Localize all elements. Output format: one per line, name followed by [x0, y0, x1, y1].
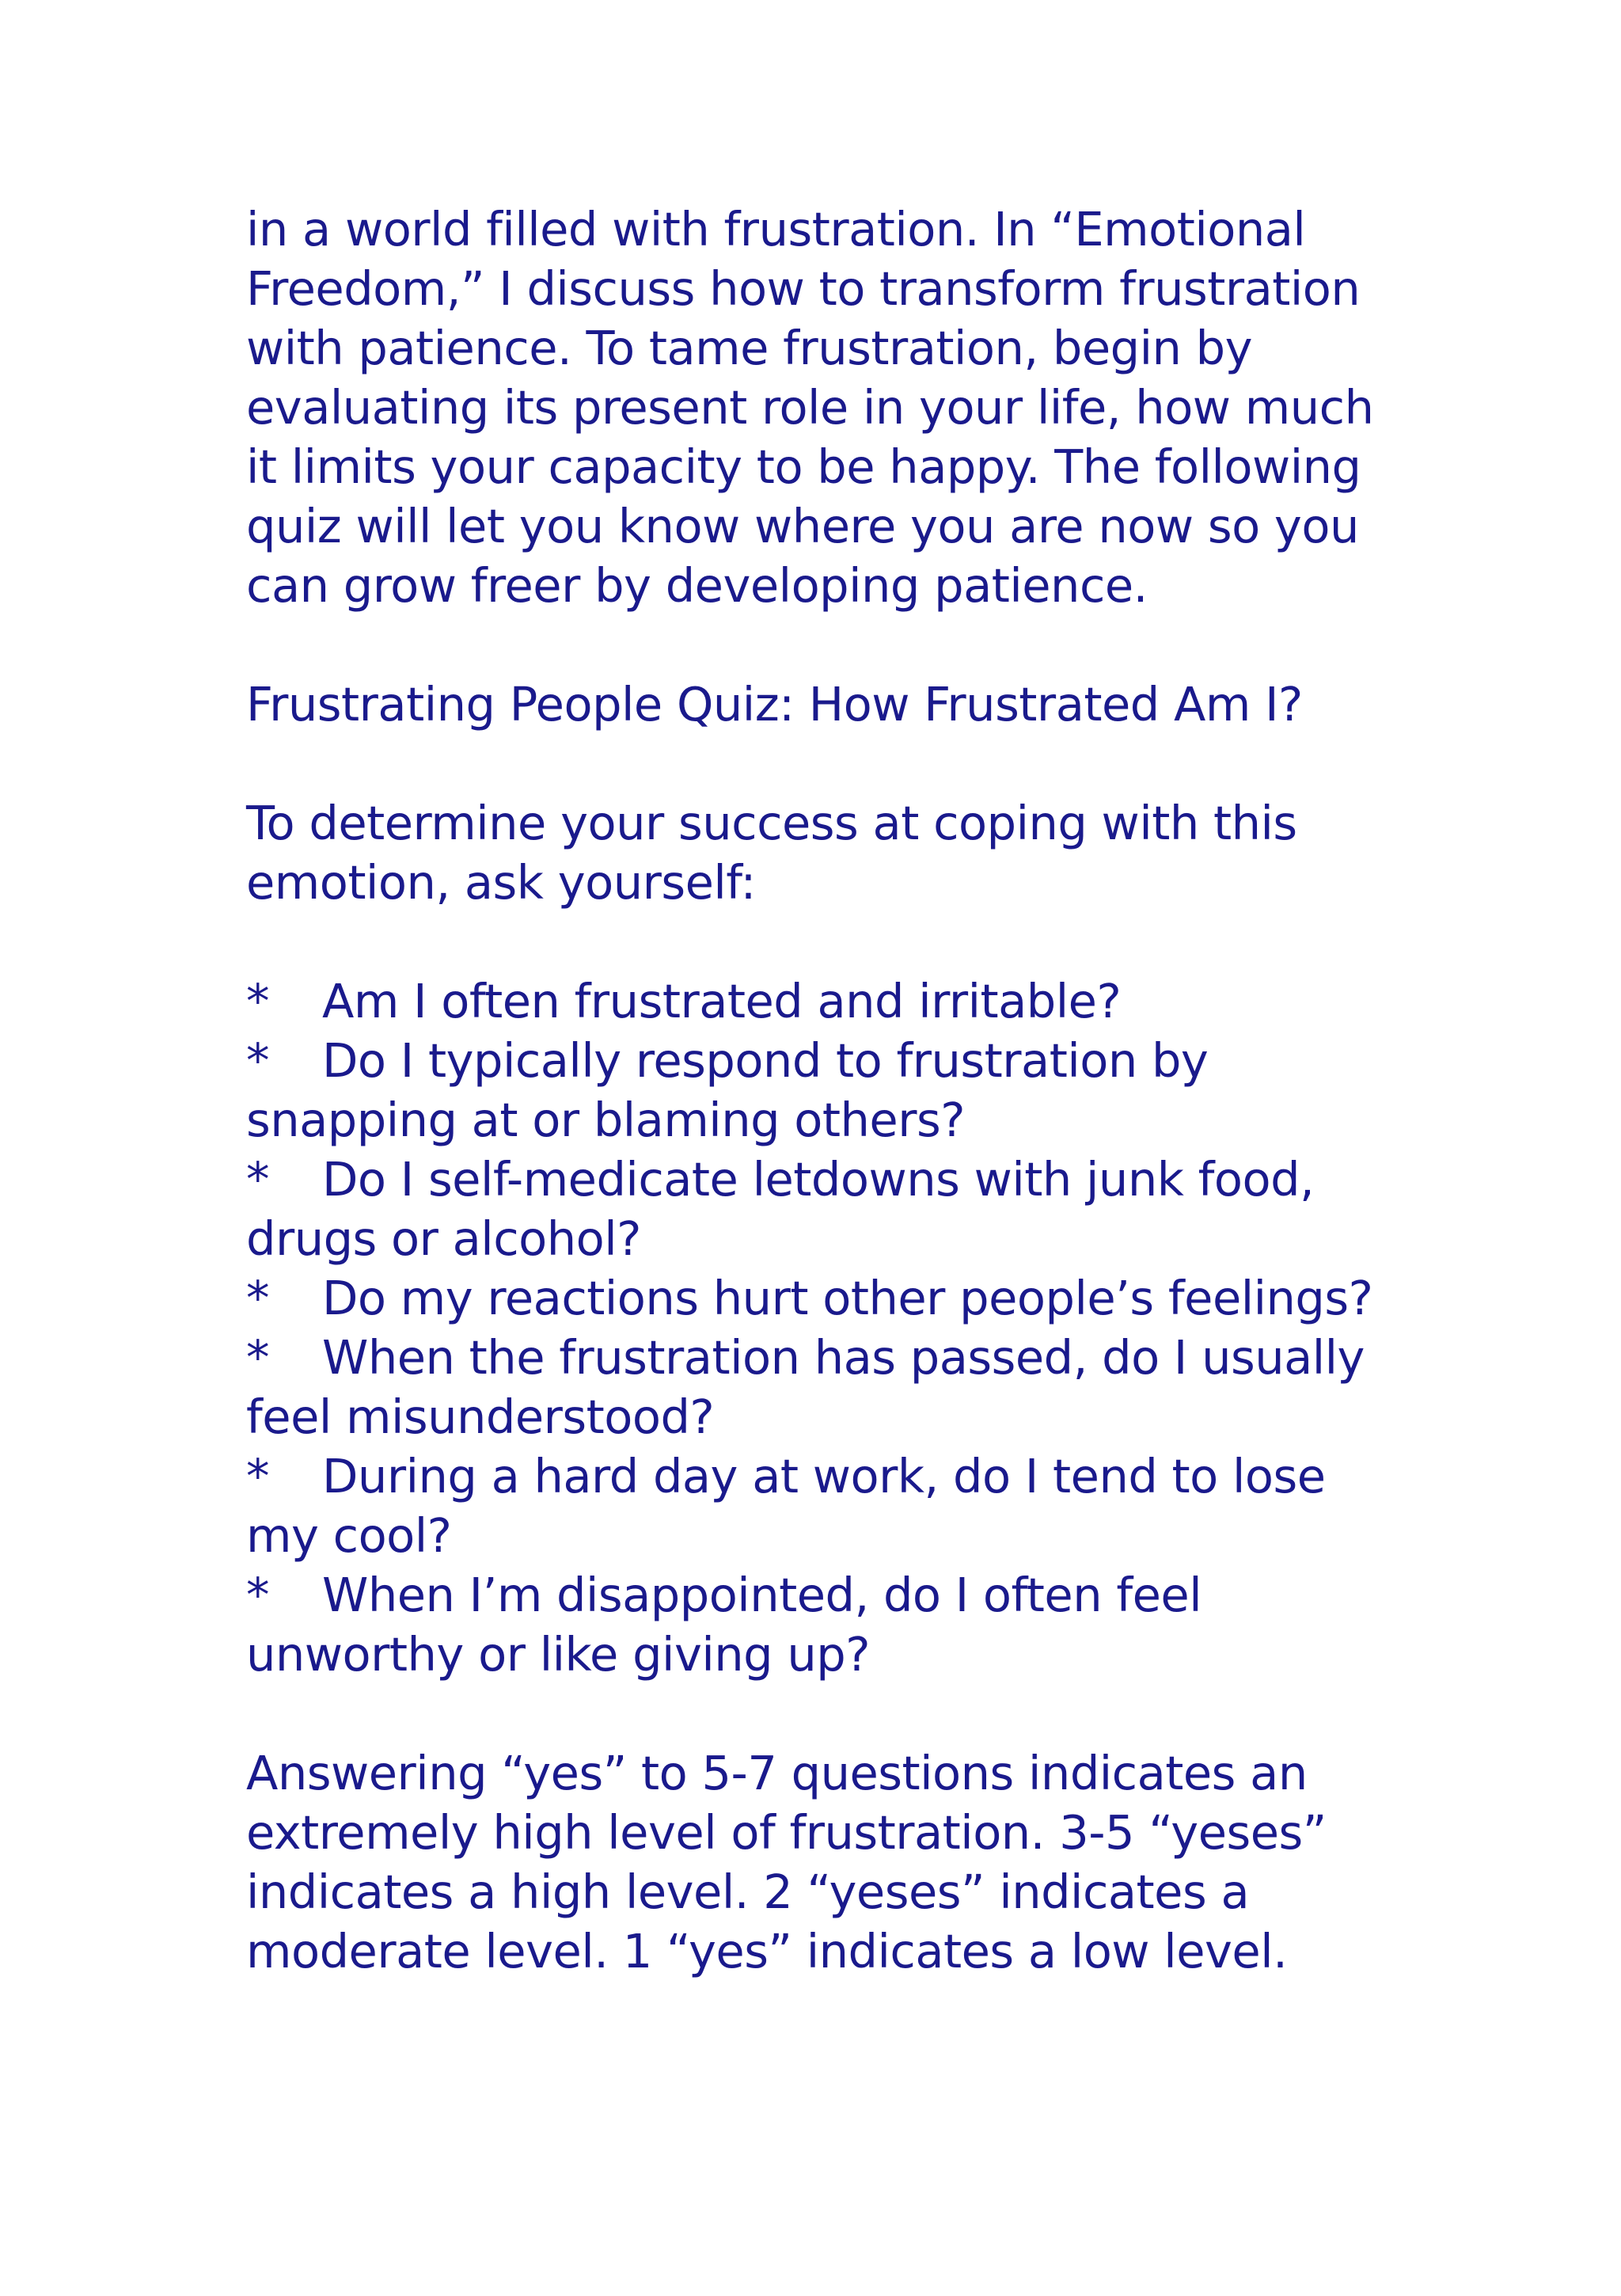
spacer: [246, 615, 1402, 675]
question-item: [246, 1150, 1402, 1268]
question-continuation: snapping at or blaming others?: [246, 1093, 966, 1147]
instructions-line: To determine your success at coping with this: [246, 796, 1297, 850]
asterisk-bullet: *: [246, 1271, 269, 1325]
intro-line: with patience. To tame frustration, begin by: [246, 321, 1253, 375]
spacer: [246, 734, 1402, 793]
quiz-title: Frustrating People Quiz: How Frustrated Am I?: [246, 677, 1303, 732]
question-continuation: unworthy or like giving up?: [246, 1627, 871, 1682]
question-text: Am I often frustrated and irritable?: [322, 974, 1122, 1028]
intro-paragraph: [246, 200, 1402, 615]
intro-line: it limits your capacity to be happy. The following: [246, 439, 1361, 494]
instructions-line: emotion, ask yourself:: [246, 855, 756, 910]
intro-line: quiz will let you know where you are now so you: [246, 499, 1359, 553]
intro-line: evaluating its present role in your life, how much: [246, 380, 1374, 435]
scoring-line: moderate level. 1 “yes” indicates a low level.: [246, 1924, 1288, 1979]
question-text: During a hard day at work, do I tend to lose: [322, 1449, 1326, 1503]
spacer: [246, 912, 1402, 971]
scoring-line: Answering “yes” to 5-7 questions indicates an: [246, 1746, 1308, 1800]
scoring-paragraph: [246, 1743, 1402, 1981]
question-text: When the frustration has passed, do I usually: [322, 1330, 1365, 1385]
question-item: [246, 1565, 1402, 1684]
asterisk-bullet: *: [246, 1033, 269, 1088]
question-item: [246, 1446, 1402, 1565]
scoring-line: indicates a high level. 2 “yeses” indicates a: [246, 1865, 1250, 1919]
question-item: [246, 1268, 1402, 1328]
question-item: [246, 1328, 1402, 1446]
asterisk-bullet: *: [246, 1330, 269, 1385]
instructions-paragraph: [246, 793, 1402, 912]
asterisk-bullet: *: [246, 974, 269, 1028]
asterisk-bullet: *: [246, 1152, 269, 1207]
question-list: [246, 971, 1402, 1684]
question-text: Do I self-medicate letdowns with junk food,: [322, 1152, 1315, 1207]
question-continuation: drugs or alcohol?: [246, 1211, 641, 1266]
asterisk-bullet: *: [246, 1568, 269, 1622]
intro-line: Freedom,” I discuss how to transform frustration: [246, 261, 1361, 316]
asterisk-bullet: *: [246, 1449, 269, 1503]
question-text: When I’m disappointed, do I often feel: [322, 1568, 1202, 1622]
intro-line: in a world filled with frustration. In “Emotional: [246, 202, 1306, 257]
question-text: Do I typically respond to frustration by: [322, 1033, 1209, 1088]
spacer: [246, 1684, 1402, 1743]
scoring-line: extremely high level of frustration. 3-5 “yeses”: [246, 1805, 1327, 1860]
document-page: [246, 200, 1402, 1981]
question-text: Do my reactions hurt other people’s feelings?: [322, 1271, 1373, 1325]
intro-line: can grow freer by developing patience.: [246, 558, 1148, 613]
question-item: [246, 1031, 1402, 1150]
question-item: [246, 971, 1402, 1031]
question-continuation: my cool?: [246, 1508, 452, 1563]
question-continuation: feel misunderstood?: [246, 1389, 715, 1444]
